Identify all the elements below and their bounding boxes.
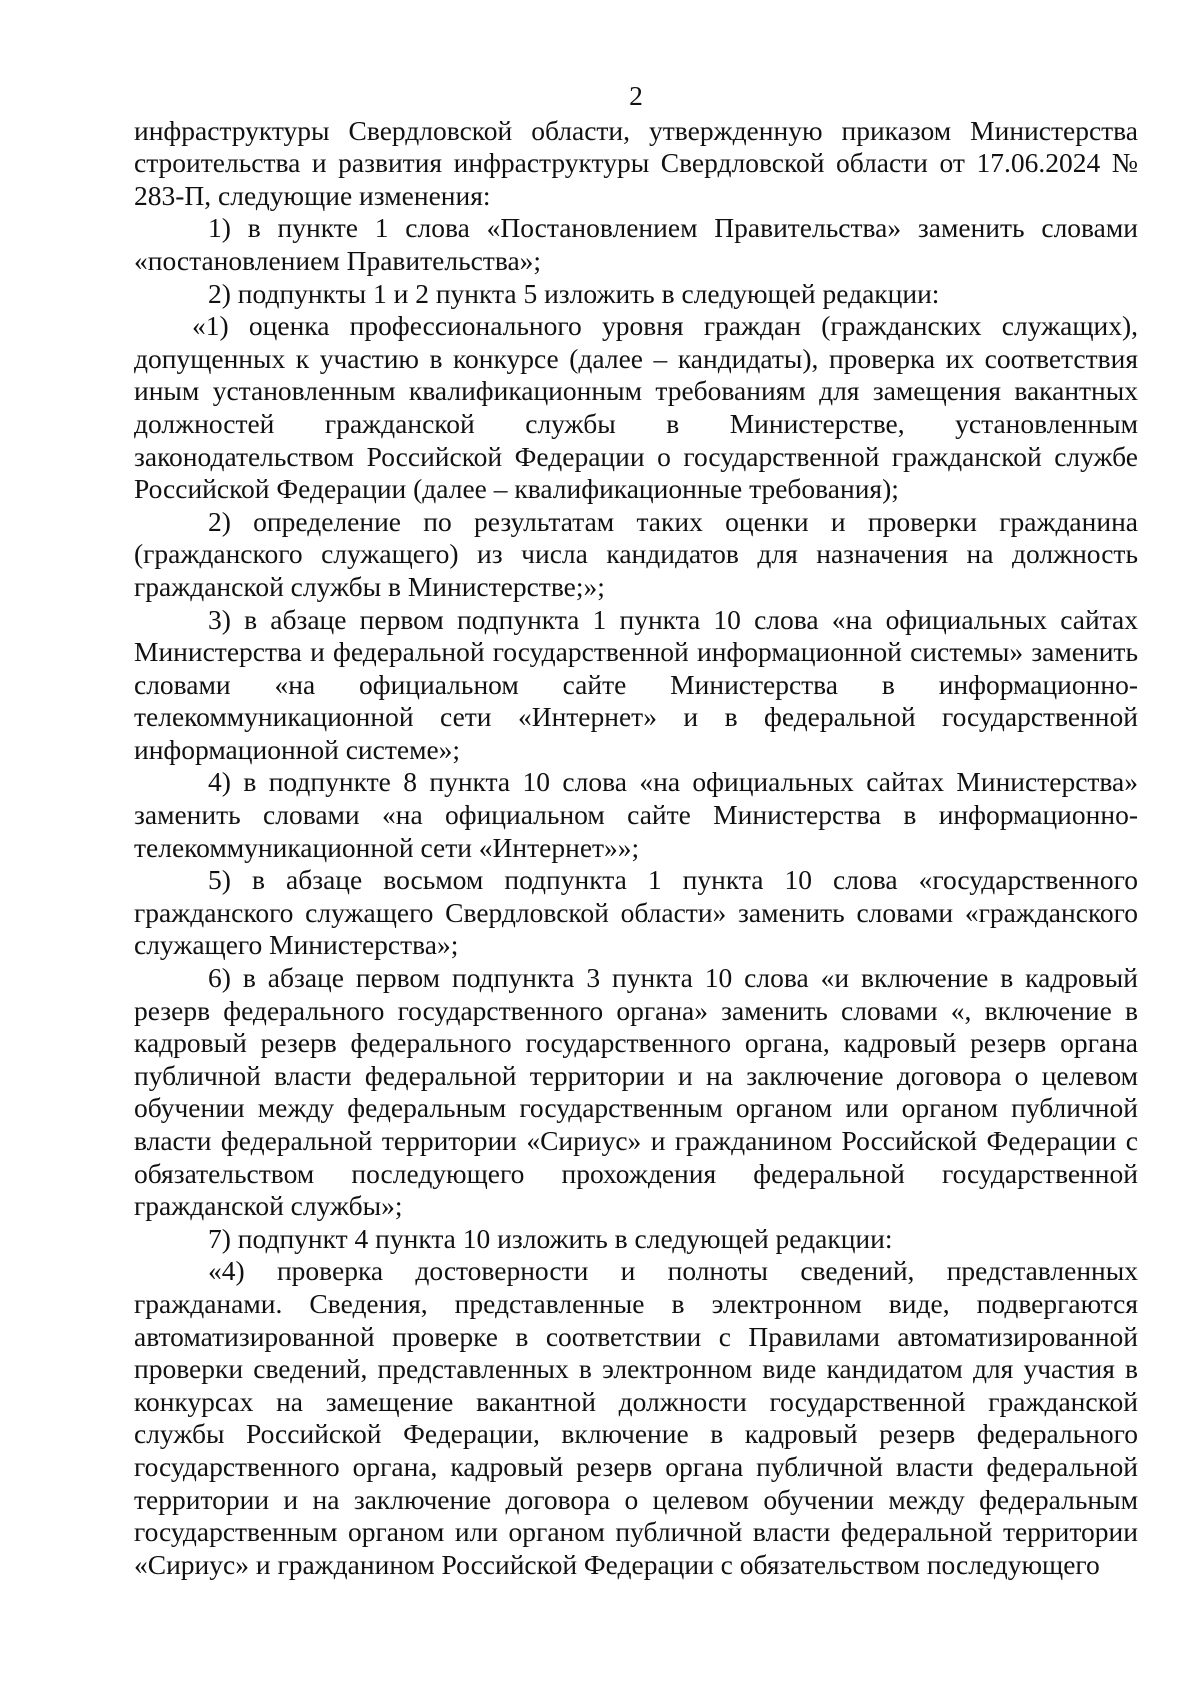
paragraph-item-7: 7) подпункт 4 пункта 10 изложить в следующей редакции: [208,1222,893,1254]
page-number: 2 [629,80,643,111]
paragraph-item-5: 5) в абзаце восьмом подпункта 1 пункта 10 слова «государственного гражданского служащего Свердловской области» заменить словами «гражданского служащего Министерства»; [134,864,1138,961]
paragraph-item-1: 1) в пункте 1 слова «Постановлением Правительства» заменить словами «постановлением Правительства»; [134,212,1138,276]
paragraph-item-4: 4) в подпункте 8 пункта 10 слова «на официальных сайтах Министерства» заменить словами «на официальном сайте Министерства в информационно-телекоммуникационной сети «Интернет»»; [134,766,1138,863]
paragraph-item-3: 3) в абзаце первом подпункта 1 пункта 10 слова «на официальных сайтах Министерства и федеральной государственной информационной системы» заменить словами «на официальном сайте Министерства в информационно-телекоммуникационной сети «Интернет» и в федеральной государственной информационной системе»; [134,603,1138,765]
paragraph-item-6: 6) в абзаце первом подпункта 3 пункта 10 слова «и включение в кадровый резерв федерального государственного органа» заменить словами «, включение в кадровый резерв федерального государственного органа, кадровый резерв органа публичной власти федеральной территории и на заключение договора о целевом обучении между федеральным государственным органом или органом публичной власти федеральной территории «Сириус» и гражданином Российской Федерации с обязательством последующего прохождения федеральной государственной гражданской службы»; [134,962,1138,1222]
paragraph-item-2: 2) подпункты 1 и 2 пункта 5 изложить в следующей редакции: [208,277,940,309]
document-page [134,80,1138,1581]
paragraph-quoted-subitem-1: «1) оценка профессионального уровня граждан (гражданских служащих), допущенных к участию в конкурсе (далее – кандидаты), проверка их соответствия иным установленным квалификационным требованиям для замещения вакантных должностей гражданской службы в Министерстве, установленным законодательством Российской Федерации о государственной гражданской службе Российской Федерации (далее – квалификационные требования); [134,310,1138,505]
paragraph-intro: инфраструктуры Свердловской области, утвержденную приказом Министерства строительства и развития инфраструктуры Свердловской области от 17.06.2024 № 283-П, следующие изменения: [134,114,1138,211]
paragraph-quoted-subitem-4: «4) проверка достоверности и полноты сведений, представленных гражданами. Сведения, представленные в электронном виде, подвергаются автоматизированной проверке в соответствии с Правилами автоматизированной проверки сведений, представленных в электронном виде кандидатом для участия в конкурсах на замещение вакантной должности государственной гражданской службы Российской Федерации, включение в кадровый резерв федерального государственного органа, кадровый резерв органа публичной власти федеральной территории и на заключение договора о целевом обучении между федеральным государственным органом или органом публичной власти федеральной территории «Сириус» и гражданином Российской Федерации с обязательством последующего [134,1255,1138,1580]
paragraph-quoted-subitem-2: 2) определение по результатам таких оценки и проверки гражданина (гражданского служащего) из числа кандидатов для назначения на должность гражданской службы в Министерстве;»; [134,505,1138,602]
